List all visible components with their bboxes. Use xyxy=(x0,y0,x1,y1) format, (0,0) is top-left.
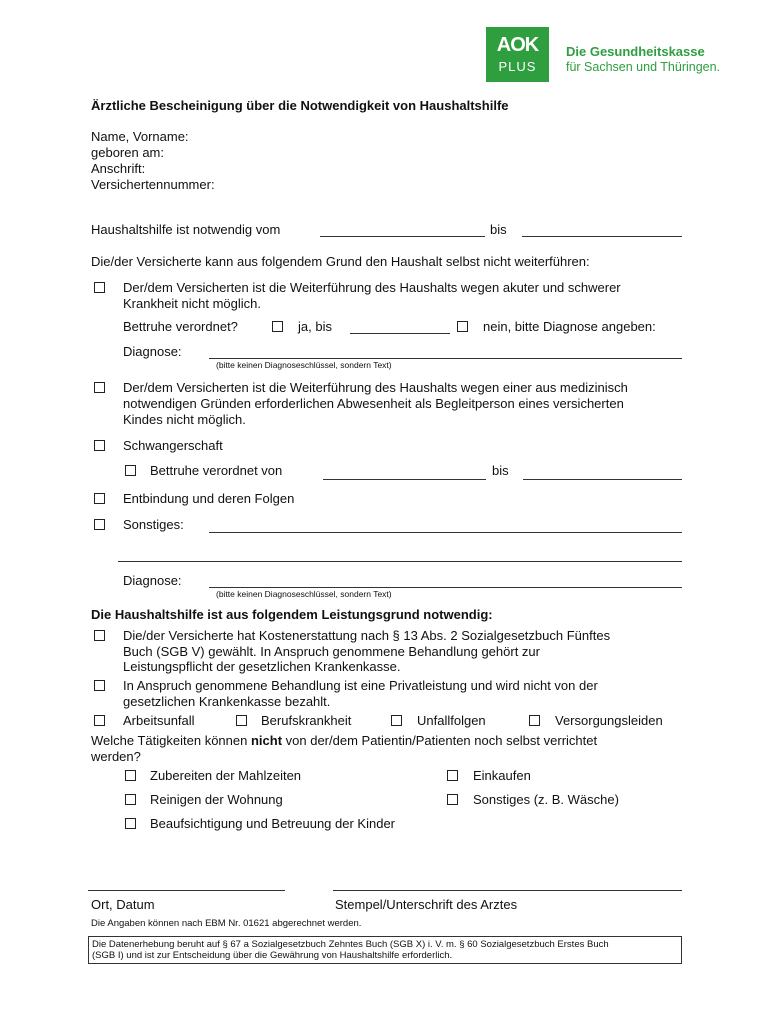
stamp-signature-field[interactable] xyxy=(333,890,682,891)
tasks-other-checkbox[interactable] xyxy=(447,794,458,805)
bedrest-no-checkbox[interactable] xyxy=(457,321,468,332)
reason2-text-line2: notwendigen Gründen erforderlichen Abwesenheit als Begleitperson eines versicherten xyxy=(123,396,624,411)
cleaning-label: Reinigen der Wohnung xyxy=(150,792,283,807)
childcare-label: Beaufsichtigung und Betreuung der Kinder xyxy=(150,816,396,831)
pregnancy-bedrest-from-field[interactable] xyxy=(323,479,486,480)
reason2-text-line1: Der/dem Versicherten ist die Weiterführung des Haushalts wegen einer aus medizinisch xyxy=(123,380,628,395)
other-checkbox[interactable] xyxy=(94,519,105,530)
tasks-other-label: Sonstiges (z. B. Wäsche) xyxy=(473,792,619,807)
shopping-checkbox[interactable] xyxy=(447,770,458,781)
pregnancy-bedrest-label: Bettruhe verordnet von xyxy=(150,463,283,478)
name-label: Name, Vorname: xyxy=(91,129,189,144)
reason1-text-line2: Krankheit nicht möglich. xyxy=(123,296,262,311)
reason-intro: Die/der Versicherte kann aus folgendem Grund den Haushalt selbst nicht weiterführen: xyxy=(91,254,590,269)
address-label: Anschrift: xyxy=(91,161,146,176)
stamp-signature-label: Stempel/Unterschrift des Arztes xyxy=(335,897,518,912)
other-field-line2[interactable] xyxy=(118,561,682,562)
pregnancy-bis-label: bis xyxy=(492,463,509,478)
other-label: Sonstiges: xyxy=(123,517,184,532)
period-label: Haushaltshilfe ist notwendig vom xyxy=(91,222,281,237)
bedrest-question: Bettruhe verordnet? xyxy=(123,319,238,334)
legal-notice-box xyxy=(88,936,682,964)
meals-label: Zubereiten der Mahlzeiten xyxy=(150,768,302,783)
diagnosis2-field[interactable] xyxy=(209,587,682,588)
period-from-field[interactable] xyxy=(320,236,485,237)
reason2-checkbox[interactable] xyxy=(94,382,105,393)
pension-injury-checkbox[interactable] xyxy=(529,715,540,726)
benefit-opt1-line1: Die/der Versicherte hat Kostenerstattung nach § 13 Abs. 2 Sozialgesetzbuch Fünftes xyxy=(123,628,611,643)
birth-checkbox[interactable] xyxy=(94,493,105,504)
diagnosis2-hint: (bitte keinen Diagnoseschlüssel, sondern Text) xyxy=(216,589,392,599)
period-bis-label: bis xyxy=(490,222,507,237)
pregnancy-bedrest-checkbox[interactable] xyxy=(125,465,136,476)
meals-checkbox[interactable] xyxy=(125,770,136,781)
occupational-disease-checkbox[interactable] xyxy=(236,715,247,726)
period-to-field[interactable] xyxy=(522,236,682,237)
reason2-text-line3: Kindes nicht möglich. xyxy=(123,412,246,427)
pregnancy-bedrest-to-field[interactable] xyxy=(523,479,682,480)
logo-brand: AOK xyxy=(496,34,539,56)
aok-logo xyxy=(486,27,549,82)
bedrest-yes-checkbox[interactable] xyxy=(272,321,283,332)
pregnancy-checkbox[interactable] xyxy=(94,440,105,451)
benefit-opt2-checkbox[interactable] xyxy=(94,680,105,691)
diagnosis1-hint: (bitte keinen Diagnoseschlüssel, sondern Text) xyxy=(216,360,392,370)
tasks-question-line2: werden? xyxy=(91,749,141,764)
birthdate-label: geboren am: xyxy=(91,145,164,160)
childcare-checkbox[interactable] xyxy=(125,818,136,829)
logo-slogan-line1: Die Gesundheitskasse xyxy=(566,44,705,59)
accident-consequences-label: Unfallfolgen xyxy=(417,713,486,728)
logo-sub: PLUS xyxy=(498,59,537,74)
benefit-opt2-line2: gesetzlichen Krankenkasse bezahlt. xyxy=(123,694,331,709)
page-title: Ärztliche Bescheinigung über die Notwendigkeit von Haushaltshilfe xyxy=(91,98,509,113)
accident-consequences-checkbox[interactable] xyxy=(391,715,402,726)
reason1-checkbox[interactable] xyxy=(94,282,105,293)
pension-injury-label: Versorgungsleiden xyxy=(555,713,663,728)
tasks-question-after: von der/dem Patientin/Patienten noch selbst verrichtet xyxy=(282,733,598,748)
logo-slogan-line2: für Sachsen und Thüringen. xyxy=(566,60,721,74)
cleaning-checkbox[interactable] xyxy=(125,794,136,805)
diagnosis2-label: Diagnose: xyxy=(123,573,182,588)
other-field[interactable] xyxy=(209,532,682,533)
benefit-opt1-checkbox[interactable] xyxy=(94,630,105,641)
place-date-field[interactable] xyxy=(88,890,285,891)
reason1-text-line1: Der/dem Versicherten ist die Weiterführung des Haushalts wegen akuter und schwerer xyxy=(123,280,621,295)
legal-notice-line1: Die Datenerhebung beruht auf § 67 a Sozialgesetzbuch Zehntes Buch (SGB X) i. V. m. § 60 Sozialgesetzbuch Erstes Buch xyxy=(92,939,609,950)
work-accident-checkbox[interactable] xyxy=(94,715,105,726)
ebm-note: Die Angaben können nach EBM Nr. 01621 abgerechnet werden. xyxy=(91,918,362,929)
diagnosis1-label: Diagnose: xyxy=(123,344,182,359)
tasks-question xyxy=(91,733,597,748)
legal-notice-line2: (SGB I) und ist zur Entscheidung über die Gewährung von Haushaltshilfe erforderlich. xyxy=(92,950,453,961)
benefit-opt1-line2: Buch (SGB V) gewählt. In Anspruch genommene Behandlung gehört zur xyxy=(123,644,540,659)
work-accident-label: Arbeitsunfall xyxy=(123,713,195,728)
shopping-label: Einkaufen xyxy=(473,768,531,783)
insurance-number-label: Versichertennummer: xyxy=(91,177,215,192)
occupational-disease-label: Berufskrankheit xyxy=(261,713,352,728)
tasks-question-bold: nicht xyxy=(250,733,283,748)
diagnosis1-field[interactable] xyxy=(209,358,682,359)
benefit-opt1-line3: Leistungspflicht der gesetzlichen Krankenkasse. xyxy=(123,659,401,674)
benefit-opt2-line1: In Anspruch genommene Behandlung ist eine Privatleistung und wird nicht von der xyxy=(123,678,598,693)
tasks-question-before: Welche Tätigkeiten können xyxy=(91,733,251,748)
birth-label: Entbindung und deren Folgen xyxy=(123,491,295,506)
bedrest-no-label: nein, bitte Diagnose angeben: xyxy=(483,319,656,334)
bedrest-yes-label: ja, bis xyxy=(298,319,332,334)
benefit-heading: Die Haushaltshilfe ist aus folgendem Leistungsgrund notwendig: xyxy=(91,607,493,622)
pregnancy-label: Schwangerschaft xyxy=(123,438,223,453)
bedrest-until-field[interactable] xyxy=(350,333,450,334)
place-date-label: Ort, Datum xyxy=(91,897,155,912)
